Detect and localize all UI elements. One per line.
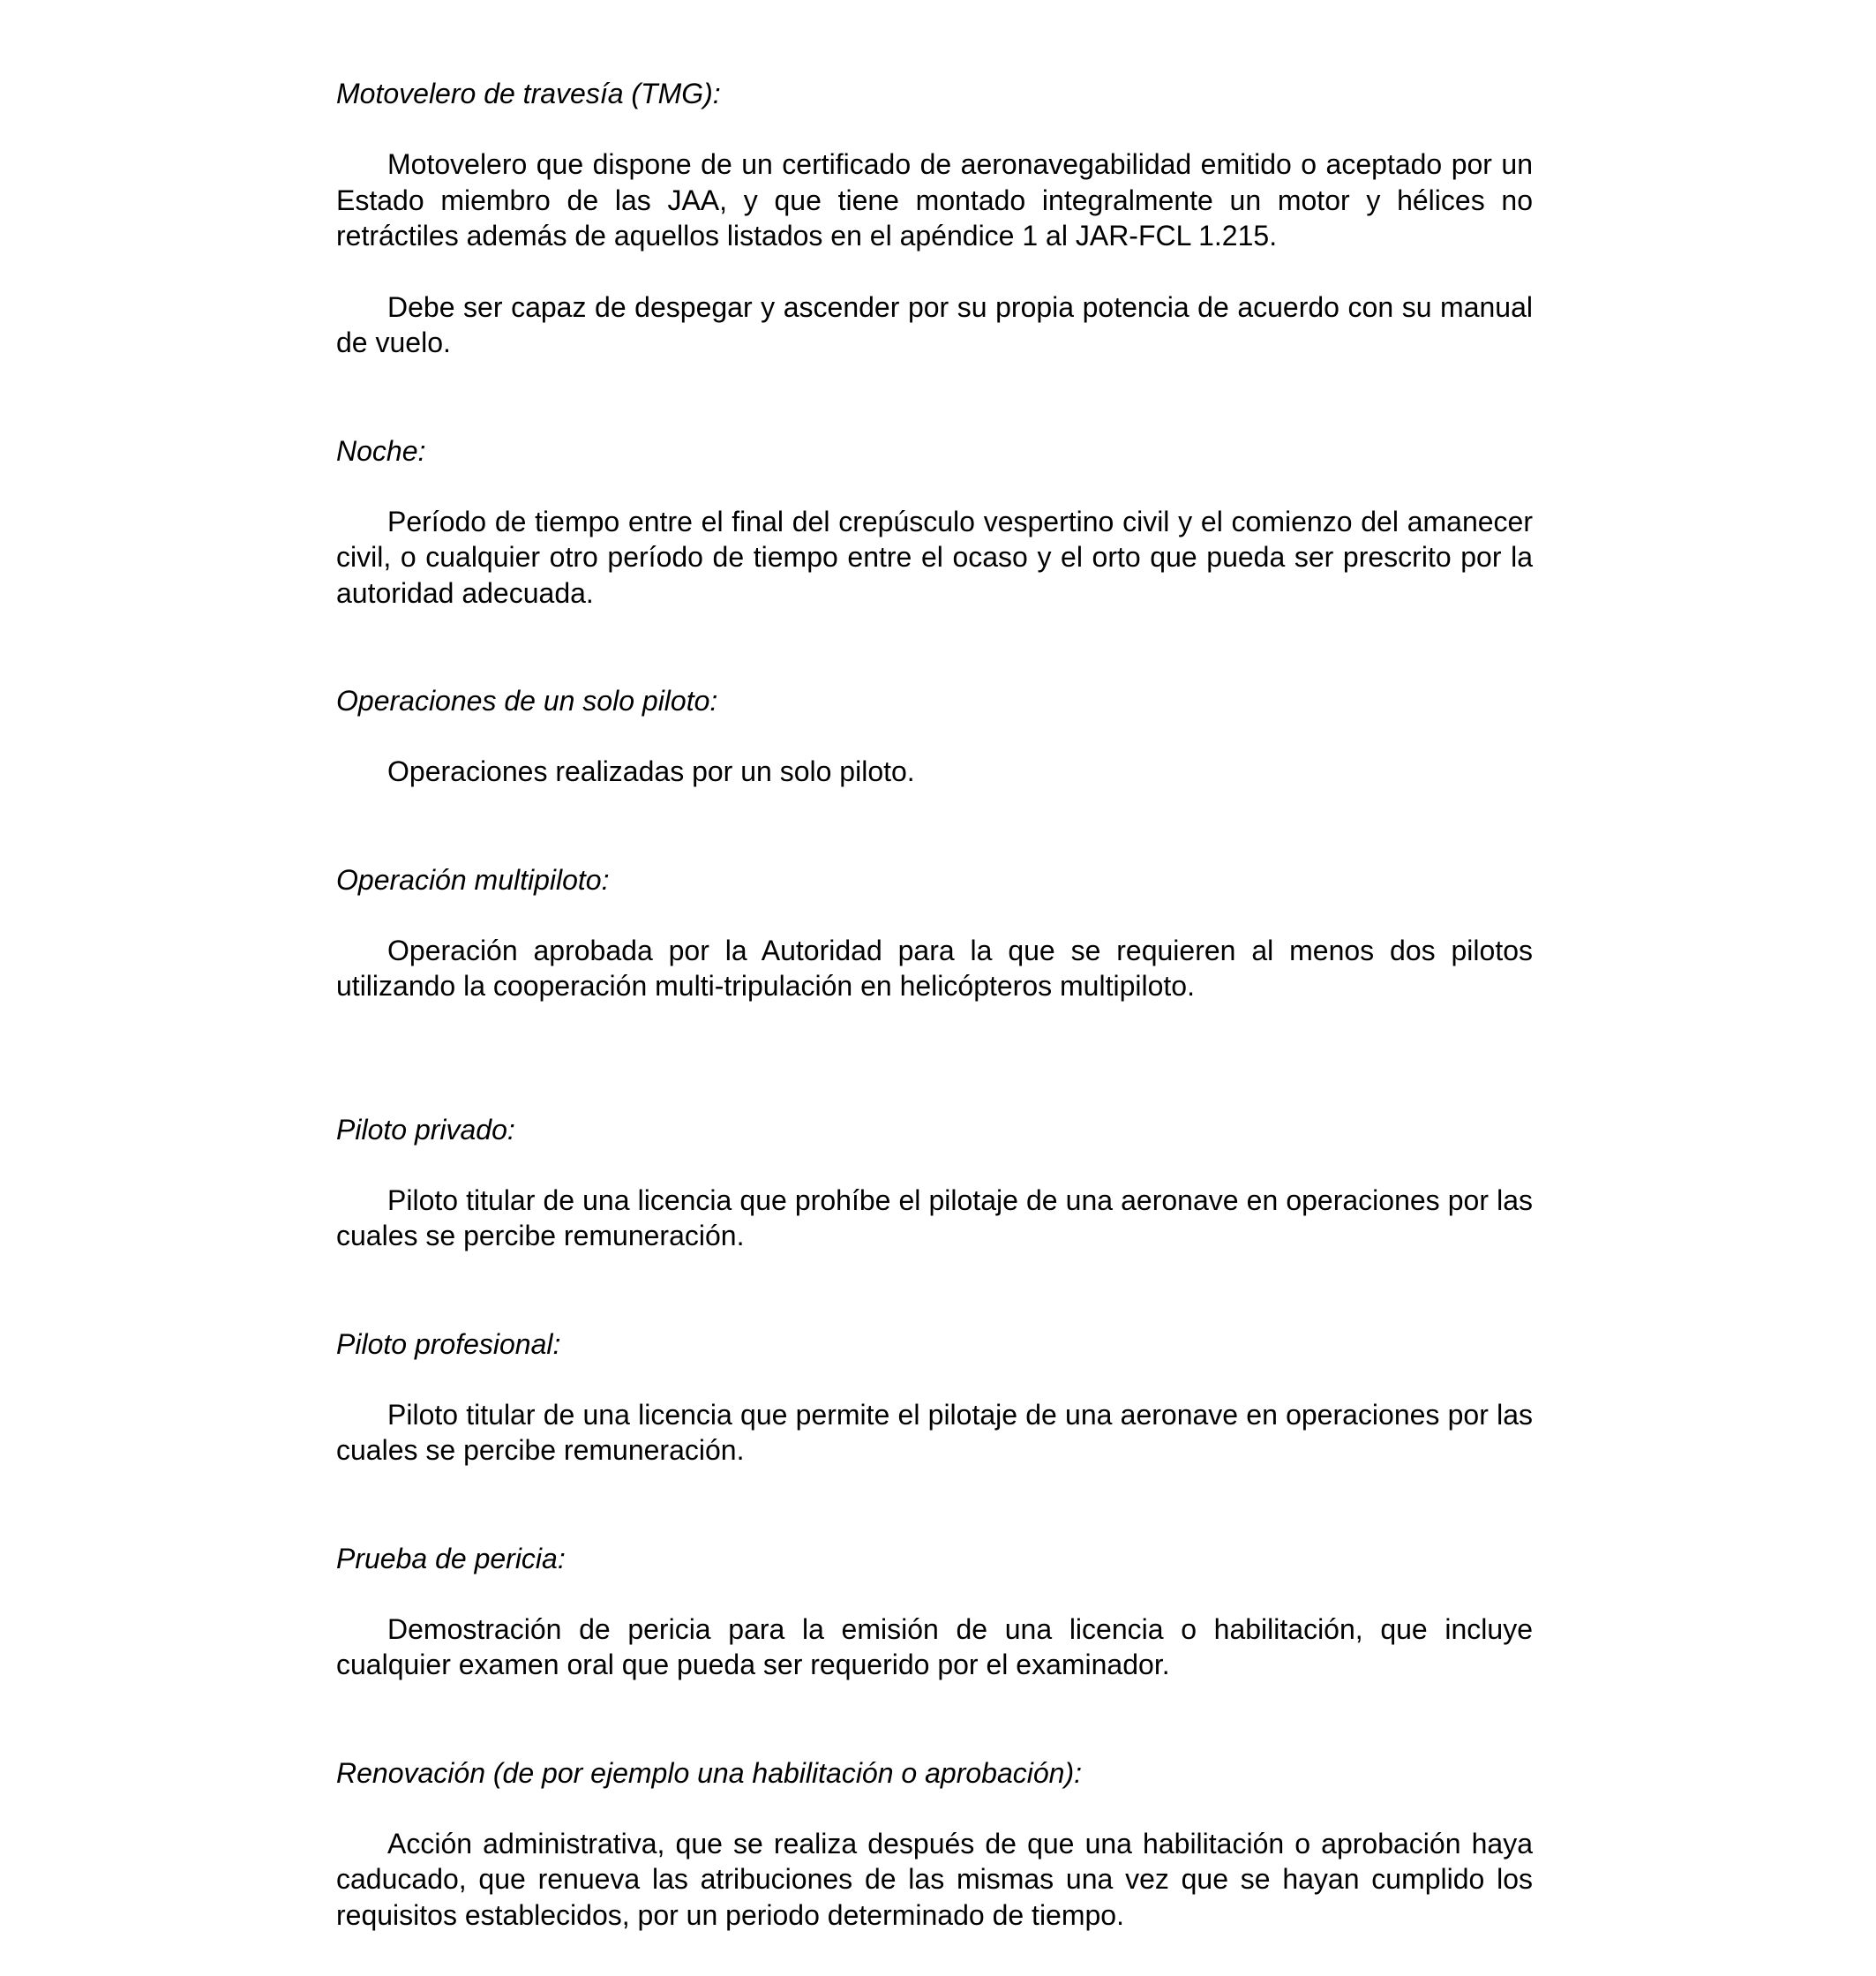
definition-paragraph: Piloto titular de una licencia que permite el pilotaje de una aeronave en operaciones por las cuales se percibe remuneración.: [336, 1398, 1533, 1466]
definition-paragraph: Debe ser capaz de despegar y ascender por su propia potencia de acuerdo con su manual de vuelo.: [336, 290, 1533, 358]
definition-term: Noche:: [336, 434, 426, 467]
document-page: [336, 76, 1533, 1933]
definition-term: Piloto privado:: [336, 1113, 515, 1146]
definition-entry: [336, 1326, 1533, 1469]
definition-entry: [336, 1112, 1533, 1254]
definition-paragraph: Período de tiempo entre el final del crepúsculo vespertino civil y el comienzo del amanecer civil, o cualquier otro período de tiempo entre el ocaso y el orto que pueda ser prescrito por la autoridad adecuada.: [336, 505, 1533, 609]
definition-term: Prueba de pericia:: [336, 1542, 566, 1574]
definition-term: Renovación (de por ejemplo una habilitación o aprobación):: [336, 1756, 1082, 1789]
definition-paragraph: Acción administrativa, que se realiza después de que una habilitación o aprobación haya caducado, que renueva las atribuciones de las mismas una vez que se hayan cumplido los requisitos establecidos, por un periodo determinado de tiempo.: [336, 1827, 1533, 1931]
definition-paragraph: Operación aprobada por la Autoridad para la que se requieren al menos dos pilotos utilizando la cooperación multi-tripulación en helicópteros multipiloto.: [336, 934, 1533, 1002]
definition-entry: [336, 433, 1533, 612]
definition-entry: [336, 862, 1533, 1004]
definition-entry: [336, 683, 1533, 790]
definition-entry: [336, 76, 1533, 361]
definition-term: Operación multipiloto:: [336, 863, 610, 896]
definition-term: Operaciones de un solo piloto:: [336, 685, 718, 717]
definition-entry: [336, 1541, 1533, 1683]
definition-term: Piloto profesional:: [336, 1327, 561, 1360]
definition-paragraph: Motovelero que dispone de un certificado de aeronavegabilidad emitido o aceptado por un Estado miembro de las JAA, y que tiene montado integralmente un motor y hélices no retráctiles además de aquellos listados en el apéndice 1 al JAR-FCL 1.215.: [336, 148, 1533, 252]
definition-paragraph: Piloto titular de una licencia que prohíbe el pilotaje de una aeronave en operaciones por las cuales se percibe remuneración.: [336, 1183, 1533, 1251]
definition-paragraph: Demostración de pericia para la emisión de una licencia o habilitación, que incluye cualquier examen oral que pueda ser requerido por el examinador.: [336, 1612, 1533, 1680]
definition-entry: [336, 1755, 1533, 1934]
definition-paragraph: Operaciones realizadas por un solo piloto.: [387, 755, 915, 787]
definition-term: Motovelero de travesía (TMG):: [336, 78, 721, 109]
